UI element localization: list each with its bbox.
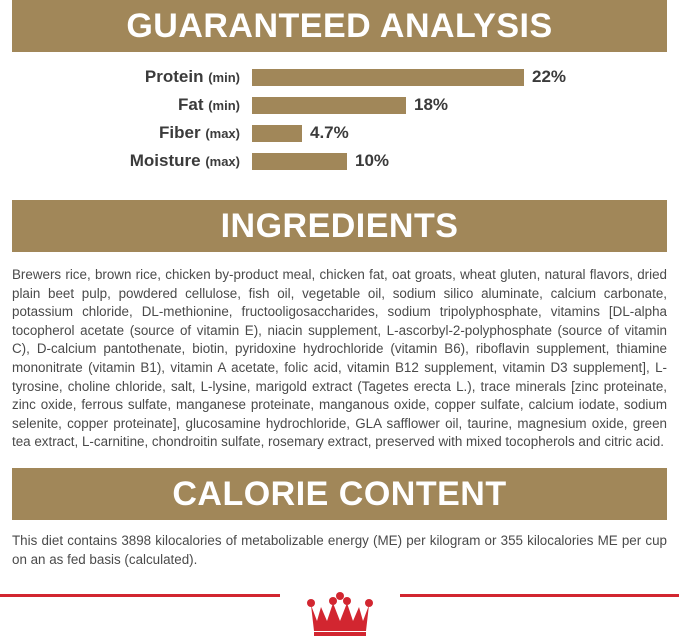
ingredients-text: Brewers rice, brown rice, chicken by-product meal, chicken fat, oat groats, wheat gluten, natural flavors, dried plain beet pulp, powdered cellulose, fish oil, vegetable oil, sodium silico aluminate, calcium carbonate, potassium chloride, DL-methionine, fructooligosaccharides, sodium tripolyphosphate, vitamins [DL-alpha tocopherol acetate (source of vitamin E), niacin supplement, L-ascorbyl-2-polyphosphate (source of vitamin C), D-calcium pantothenate, biotin, pyridoxine hydrochloride (vitamin B6), riboflavin supplement, thiamine mononitrate (vitamin B1), vitamin A acetate, folic acid, vitamin B12 supplement, vitamin D3 supplement], L-tyrosine, choline chloride, salt, L-lysine, marigold extract (Tagetes erecta L.), trace minerals [zinc proteinate, zinc oxide, ferrous sulfate, manganese proteinate, manganous oxide, copper sulfate, calcium iodate, sodium selenite, copper proteinate], glucosamine hydrochloride, GLA safflower oil, taurine, magnesium oxide, green tea extract, L-carnitine, chondroitin sulfate, rosemary extract, preserved with mixed tocopherols and citric acid. [12,267,667,450]
ga-nutrient-name: Moisture [129,151,201,170]
ga-bar-protein [252,69,524,86]
ga-bar-zone-fiber [252,122,667,144]
ga-nutrient-name: Fiber [159,123,201,142]
ga-nutrient-qualifier: (min) [208,70,240,85]
ga-nutrient-qualifier: (min) [208,98,240,113]
section-header-ingredients [12,200,667,252]
ga-value-protein: 22% [532,67,567,86]
band-bar-right [467,200,667,252]
footer [0,586,679,642]
table-row [12,94,667,116]
section-header-calorie-content [12,468,667,520]
brand-logo [280,586,400,642]
calorie-content-text: This diet contains 3898 kilocalories of metabolizable energy (ME) per kilogram or 355 kilocalories ME per cup on an as fed basis (calculated). [12,532,667,567]
band-bar-left [12,200,212,252]
guaranteed-analysis-heading: GUARANTEED ANALYSIS [12,0,667,52]
ga-value-moisture: 10% [355,151,390,170]
ga-bar-zone-fat [252,94,667,116]
ga-nutrient-qualifier: (max) [205,126,240,141]
ga-bar-moisture [252,153,347,170]
table-row [12,150,667,172]
ga-label-fiber [12,123,252,143]
ga-bar-fiber [252,125,302,142]
ga-label-protein [12,67,252,87]
guaranteed-analysis-table [12,66,667,172]
ingredients-heading: INGREDIENTS [207,200,473,252]
band-bar-right [497,468,667,520]
ga-nutrient-qualifier: (max) [205,154,240,169]
ga-bar-zone-moisture [252,150,667,172]
ga-label-fat [12,95,252,115]
ga-value-fiber: 4.7% [310,123,349,142]
ga-nutrient-name: Fat [177,95,204,114]
band-bar-left [12,468,182,520]
ga-bar-zone-protein [252,66,667,88]
spacer [0,452,679,468]
table-row [12,122,667,144]
ga-value-fat: 18% [414,95,449,114]
ga-bar-fat [252,97,406,114]
calorie-content-heading: CALORIE CONTENT [158,468,520,520]
spacer [0,178,679,200]
ga-label-moisture [12,151,252,171]
table-row [12,66,667,88]
crown-icon [303,591,377,637]
section-header-guaranteed-analysis [12,0,667,52]
ga-nutrient-name: Protein [144,67,204,86]
